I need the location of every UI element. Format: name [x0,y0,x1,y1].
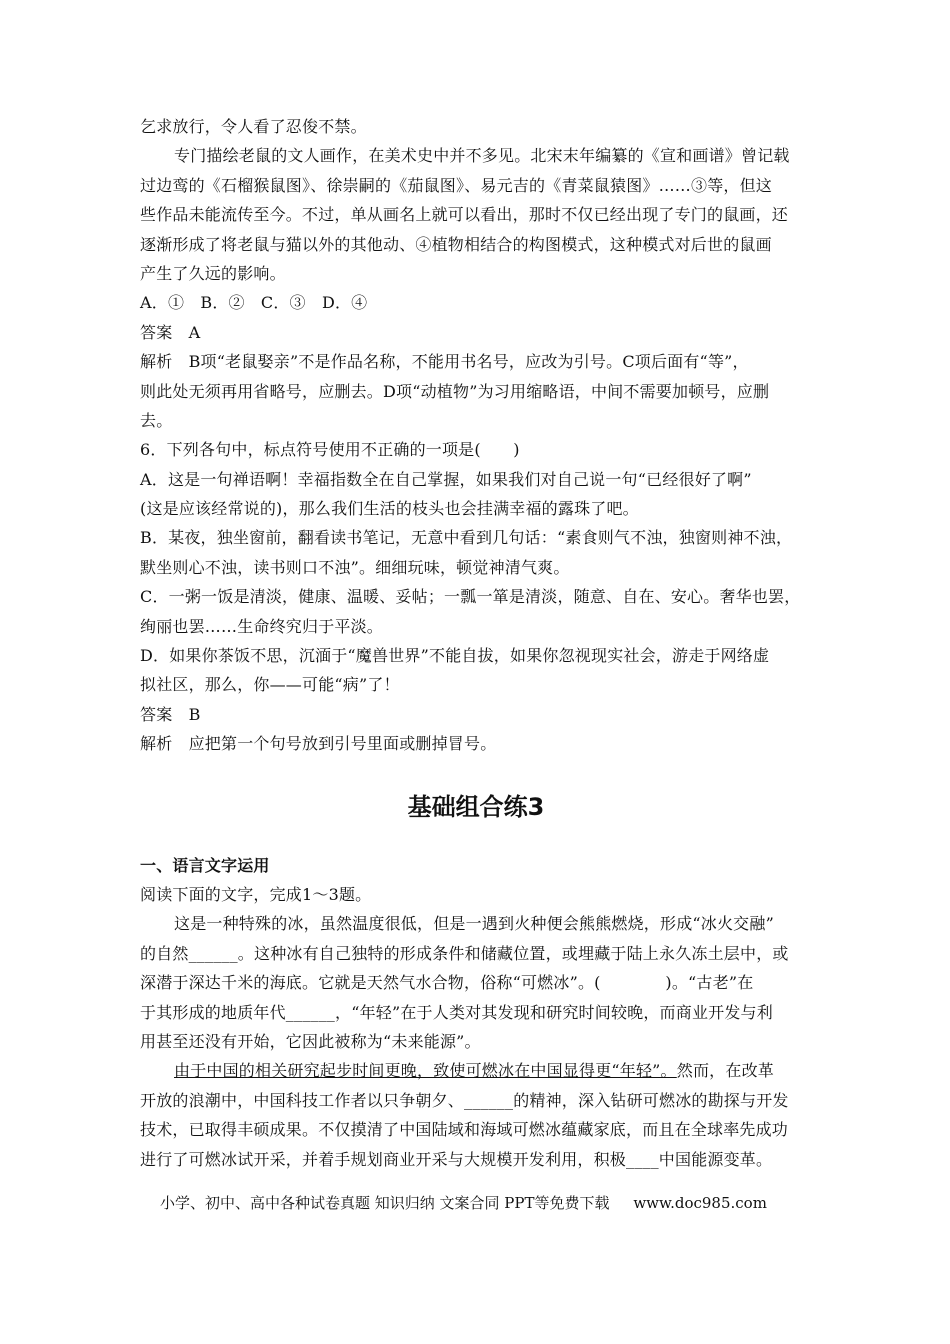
q6-stem: 6．下列各句中，标点符号使用不正确的一项是( ) [140,440,520,460]
q6-option-d: 拟社区，那么，你——可能“病”了！ [140,675,400,695]
q6-answer: 答案 B [140,704,201,724]
reading-instruction: 阅读下面的文字，完成1～3题。 [140,884,372,904]
q5-answer: 答案 A [140,322,201,342]
page-footer [160,1192,840,1213]
q6-option-c: C．一粥一饭是清淡，健康、温暖、妥帖；一瓢一箪是清淡，随意、自在、安心。奢华也罢， [140,587,801,607]
page-content [140,112,812,1174]
passage2-line [140,1056,812,1085]
underlined-sentence: 由于中国的相关研究起步时间更晚，致使可燃冰在中国显得更“年轻”。 [174,1061,677,1081]
passage2-line: 深潜于深达千米的海底。它就是天然气水合物，俗称“可燃冰”。( )。“古老”在 [140,973,754,993]
q6-option-c: 绚丽也罢……生命终究归于平淡。 [140,616,384,636]
passage1-line: 些作品未能流传至今。不过，单从画名上就可以看出，那时不仅已经出现了专门的鼠画，还 [140,205,789,225]
passage1-line: 乞求放行，令人看了忍俊不禁。 [140,117,367,136]
passage1-line: 专门描绘老鼠的文人画作，在美术史中并不多见。北宋末年编纂的《宣和画谱》曾记载 [174,146,790,166]
passage1-line: 过边鸾的《石榴猴鼠图》、徐崇嗣的《茄鼠图》、易元吉的《青菜鼠猿图》……③等，但这 [140,175,773,195]
q5-explanation: 解析 B项“老鼠娶亲”不是作品名称，不能用书名号，应改为引号。C项后面有“等”， [140,352,749,372]
q6-option-d: D．如果你茶饭不思，沉湎于“魔兽世界”不能自拔，如果你忽视现实社会，游走于网络虚 [140,646,770,666]
part-heading: 一、语言文字运用 [140,855,270,875]
passage2-line: 于其形成的地质年代______，“年轻”在于人类对其发现和研究时间较晚，而商业开发与利 [140,1002,773,1022]
q6-option-a: (这是应该经常说的)，那么我们生活的枝头也会挂满幸福的露珠了吧。 [140,499,639,519]
q5-explanation: 去。 [140,410,173,430]
section-title: 基础组合练3 [407,792,545,821]
passage2-text: 然而，在改革 [676,1061,774,1081]
passage2-line: 用甚至还没有开始，它因此被称为“未来能源”。 [140,1031,481,1051]
passage2-line: 开放的浪潮中，中国科技工作者以只争朝夕、______的精神，深入钻研可燃冰的勘探与开发 [140,1090,789,1110]
passage2-line: 的自然______。这种冰有自己独特的形成条件和储藏位置，或埋藏于陆上永久冻土层中，或 [140,943,789,963]
q6-explanation: 解析 应把第一个句号放到引号里面或删掉冒号。 [140,734,497,754]
q5-options: A．① B．② C．③ D．④ [140,293,368,313]
passage1-line: 产生了久远的影响。 [140,263,286,283]
passage1-line: 逐渐形成了将老鼠与猫以外的其他动、④植物相结合的构图模式，这种模式对后世的鼠画 [140,234,772,254]
footer-text: 小学、初中、高中各种试卷真题 知识归纳 文案合同 PPT等免费下载 [160,1194,610,1212]
q5-explanation: 则此处无须再用省略号，应删去。D项“动植物”为习用缩略语，中间不需要加顿号，应删 [140,381,770,401]
passage2-line: 技术，已取得丰硕成果。不仅摸清了中国陆域和海域可燃冰蕴藏家底，而且在全球率先成功 [140,1120,789,1140]
q6-option-b: 默坐则心不浊，读书则口不浊”。细细玩味，顿觉神清气爽。 [140,557,570,577]
footer-url[interactable]: www.doc985.com [633,1194,767,1212]
q6-option-b: B．某夜，独坐窗前，翻看读书笔记，无意中看到几句话：“素食则气不浊，独窗则神不浊， [140,528,793,548]
q6-option-a: A．这是一句禅语啊！幸福指数全在自己掌握，如果我们对自己说一句“已经很好了啊” [140,469,752,489]
passage2-line: 这是一种特殊的冰，虽然温度很低，但是一遇到火种便会熊熊燃烧，形成“冰火交融” [174,914,774,934]
passage2-line: 进行了可燃冰试开采，并着手规划商业开采与大规模开发利用，积极____中国能源变革。 [140,1149,773,1169]
